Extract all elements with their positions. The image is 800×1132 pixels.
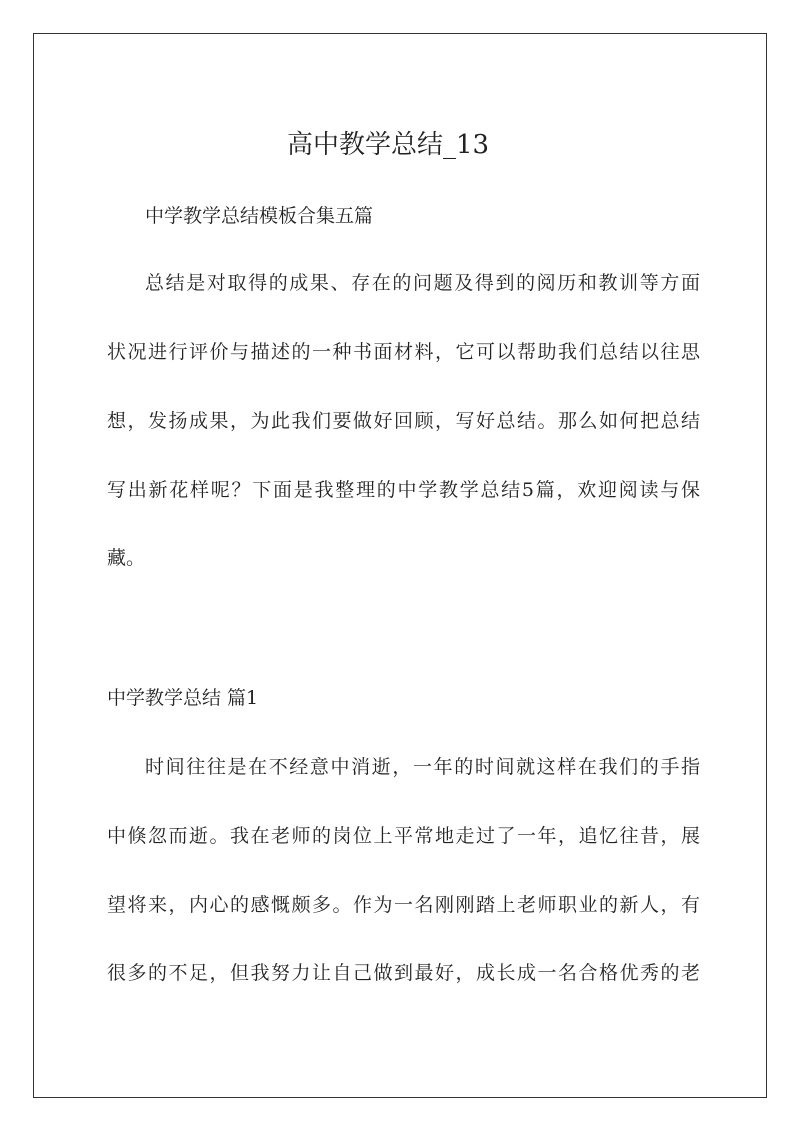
paragraph-line: 望将来，内心的感慨颇多。作为一名刚刚踏上老师职业的新人，有	[107, 894, 700, 916]
document-subtitle: 中学教学总结模板合集五篇	[145, 205, 374, 227]
document-title: 高中教学总结_13	[286, 130, 490, 160]
paragraph-line: 中倏忽而逝。我在老师的岗位上平常地走过了一年，追忆往昔，展	[107, 825, 700, 847]
section-heading: 中学教学总结 篇1	[107, 687, 259, 709]
paragraph-line: 很多的不足，但我努力让自己做到最好，成长成一名合格优秀的老	[107, 962, 700, 984]
paragraph-line: 时间往往是在不经意中消逝，一年的时间就这样在我们的手指	[145, 756, 700, 778]
paragraph-line: 总结是对取得的成果、存在的问题及得到的阅历和教训等方面	[145, 272, 700, 294]
paragraph-line: 藏。	[107, 547, 146, 569]
paragraph-line: 状况进行评价与描述的一种书面材料，它可以帮助我们总结以往思	[107, 341, 700, 363]
paragraph-line: 写出新花样呢？下面是我整理的中学教学总结5篇，欢迎阅读与保	[107, 479, 700, 501]
paragraph-line: 想，发扬成果，为此我们要做好回顾，写好总结。那么如何把总结	[107, 410, 700, 432]
